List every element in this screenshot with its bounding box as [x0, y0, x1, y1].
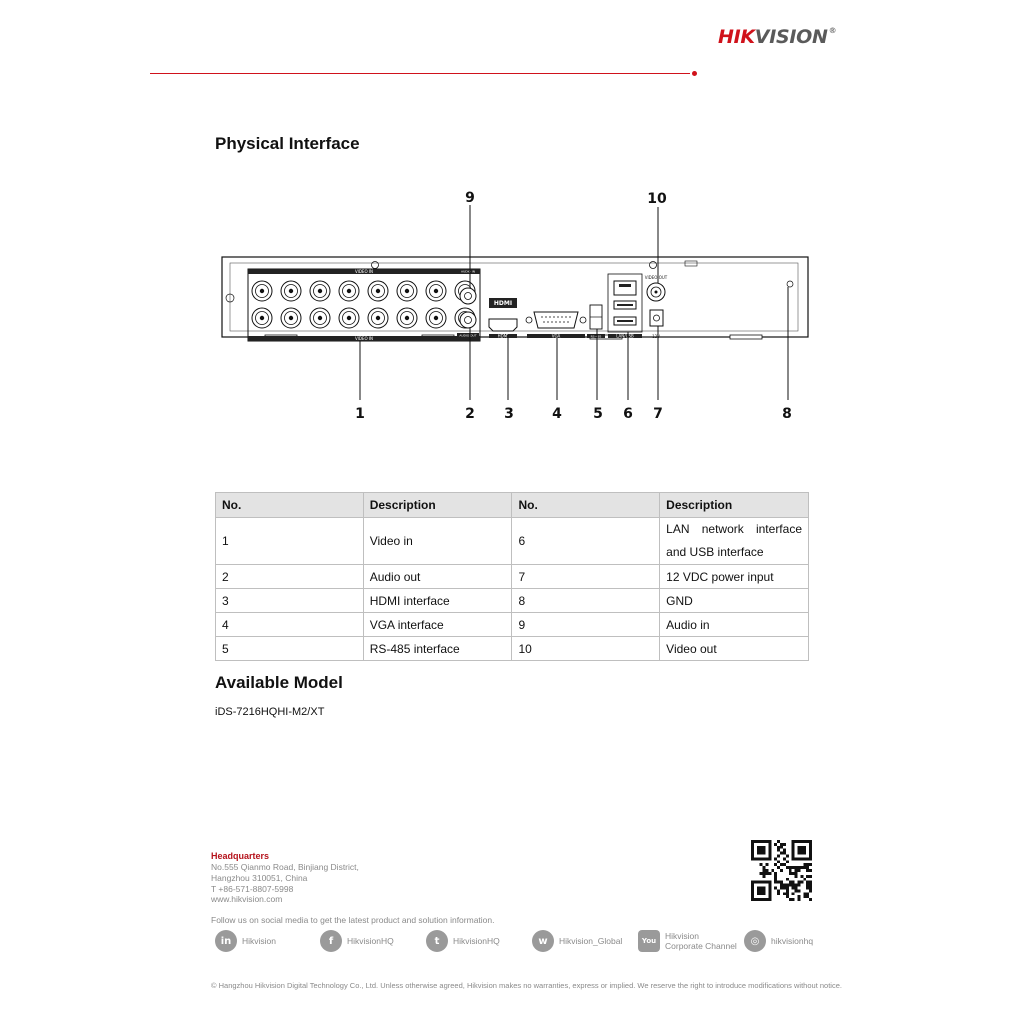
social-link-facebook[interactable] — [320, 930, 394, 952]
callout-6: 6 — [623, 406, 633, 422]
audio-out-label: AUDIO OUT — [459, 333, 477, 338]
table-row — [216, 589, 809, 613]
table-cell: 7 — [512, 565, 660, 589]
table-cell: Video out — [660, 637, 809, 661]
lan-usb-label: LAN/USB — [616, 333, 634, 339]
table-cell-line: LAN network interface — [666, 522, 802, 536]
hdmi-logo: HDMI — [493, 300, 513, 307]
table-cell: 6 — [512, 518, 660, 565]
bnc-connector — [426, 281, 446, 301]
social-follow-text: Follow us on social media to get the latest product and solution information. — [211, 915, 495, 925]
table-cell-line: and USB interface — [666, 545, 764, 559]
social-label: hikvisionhq — [771, 936, 814, 946]
table-cell: HDMI interface — [363, 589, 512, 613]
audio-in-label: AUDIO IN — [461, 269, 475, 274]
social-label: HikvisionHQ — [347, 936, 394, 946]
facebook-icon: f — [320, 930, 342, 952]
social-label — [665, 931, 737, 951]
table-header-row — [216, 493, 809, 518]
table-cell: 8 — [512, 589, 660, 613]
bnc-connector — [397, 281, 417, 301]
bnc-connector — [310, 281, 330, 301]
social-label: Hikvision — [242, 936, 277, 946]
bnc-connector — [397, 308, 417, 328]
callout-3: 3 — [504, 406, 514, 422]
callout-5: 5 — [593, 406, 603, 422]
bnc-connector — [368, 281, 388, 301]
bnc-connector — [426, 308, 446, 328]
rs485-label: RS-485 — [590, 334, 602, 339]
table-cell: 9 — [512, 613, 660, 637]
hq-phone: T +86-571-8807-5998 — [211, 884, 294, 894]
social-label-line: Corporate Channel — [665, 941, 737, 951]
table-cell: 2 — [216, 565, 364, 589]
bnc-connector — [339, 308, 359, 328]
table-row — [216, 637, 809, 661]
bnc-connector — [310, 308, 330, 328]
callout-8: 8 — [782, 406, 792, 422]
section-title-physical-interface: Physical Interface — [215, 134, 360, 153]
copyright-notice: © Hangzhou Hikvision Digital Technology Co., Ltd. Unless otherwise agreed, Hikvision makes no warranties, express or implied. We reserve the right to introduce modifications without notice. — [211, 981, 842, 990]
video-out-label: VIDEO OUT — [644, 275, 668, 280]
callout-9: 9 — [465, 190, 475, 206]
table-cell: 12 VDC power input — [660, 565, 809, 589]
callout-1: 1 — [355, 406, 365, 422]
table-cell — [660, 518, 809, 565]
table-row — [216, 565, 809, 589]
model-number: iDS-7216HQHI-M2/XT — [215, 706, 325, 718]
interface-table — [215, 492, 809, 661]
bnc-connector — [252, 281, 272, 301]
table-cell: Audio in — [660, 613, 809, 637]
social-label-line: Hikvision — [665, 931, 700, 941]
social-link-linkedin[interactable] — [215, 930, 276, 952]
hq-title: Headquarters — [211, 851, 270, 861]
table-cell: Video in — [363, 518, 512, 565]
youtube-icon: You — [638, 930, 660, 952]
rear-panel-diagram — [200, 185, 820, 425]
col-header-no: No. — [512, 493, 660, 518]
table-cell: GND — [660, 589, 809, 613]
callout-2: 2 — [465, 406, 475, 422]
section-title-available-model: Available Model — [215, 673, 343, 692]
video-in-bottom-label: VIDEO IN — [354, 336, 374, 341]
linkedin-icon: in — [215, 930, 237, 952]
table-cell: 5 — [216, 637, 364, 661]
callout-10: 10 — [647, 191, 667, 207]
social-link-wechat[interactable] — [532, 930, 622, 952]
hq-address-line: Hangzhou 310051, China — [211, 873, 308, 883]
social-label: Hikvision_Global — [559, 936, 623, 946]
table-cell: 3 — [216, 589, 364, 613]
bnc-connector — [281, 281, 301, 301]
social-link-youtube[interactable] — [638, 930, 737, 952]
hq-website-link[interactable]: www.hikvision.com — [211, 894, 283, 904]
table-row — [216, 613, 809, 637]
wechat-icon: w — [532, 930, 554, 952]
table-cell: 10 — [512, 637, 660, 661]
header-divider-dot — [692, 71, 697, 76]
callout-7: 7 — [653, 406, 663, 422]
header-divider — [150, 73, 690, 74]
bnc-connector — [339, 281, 359, 301]
instagram-icon: ◎ — [744, 930, 766, 952]
video-in-top-label: VIDEO IN — [354, 269, 374, 274]
hikvision-logo: HIKVISION® — [718, 26, 837, 48]
callout-4: 4 — [552, 406, 562, 422]
social-link-instagram[interactable] — [744, 930, 813, 952]
col-header-no: No. — [216, 493, 364, 518]
social-link-twitter[interactable] — [426, 930, 500, 952]
hq-address-line: No.555 Qianmo Road, Binjiang District, — [211, 862, 359, 872]
qr-code — [751, 840, 812, 901]
hdmi-label: HDMI — [497, 333, 509, 339]
table-cell: VGA interface — [363, 613, 512, 637]
bnc-connector — [281, 308, 301, 328]
table-cell: RS-485 interface — [363, 637, 512, 661]
bnc-connector — [252, 308, 272, 328]
twitter-icon: t — [426, 930, 448, 952]
col-header-description: Description — [363, 493, 512, 518]
bnc-connector — [368, 308, 388, 328]
table-row — [216, 518, 809, 565]
power-label: 12V — [652, 334, 660, 339]
vga-label: VGA — [551, 333, 561, 339]
col-header-description: Description — [660, 493, 809, 518]
table-cell: Audio out — [363, 565, 512, 589]
table-cell: 4 — [216, 613, 364, 637]
table-cell: 1 — [216, 518, 364, 565]
social-label: HikvisionHQ — [453, 936, 500, 946]
